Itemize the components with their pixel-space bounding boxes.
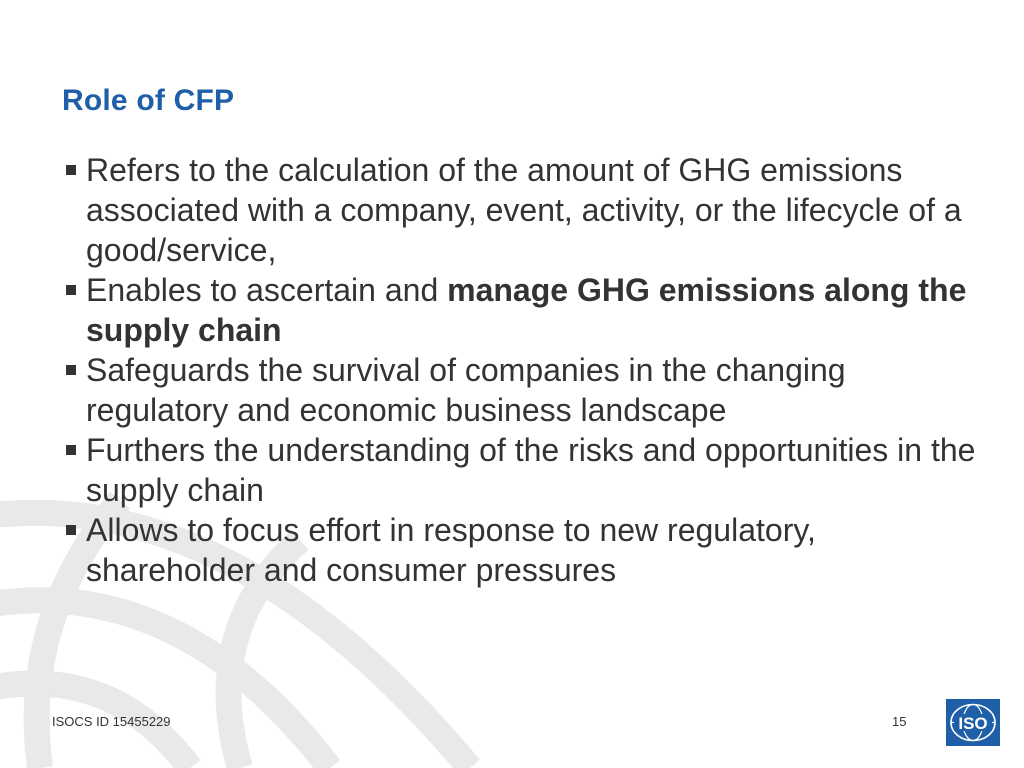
bullet-text: Safeguards the survival of companies in the changing regulatory and economic business landscape [86, 352, 846, 428]
bullet-bold-text: manage GHG emissions along the supply chain [86, 272, 967, 348]
square-bullet-icon [66, 285, 76, 295]
bullet-list [62, 150, 982, 590]
bullet-text: Furthers the understanding of the risks and opportunities in the supply chain [86, 432, 976, 508]
footer-document-id: ISOCS ID 15455229 [52, 714, 171, 729]
bullet-item [62, 510, 982, 590]
iso-logo-text: ISO [958, 714, 988, 733]
square-bullet-icon [66, 525, 76, 535]
square-bullet-icon [66, 165, 76, 175]
bullet-text: Allows to focus effort in response to new regulatory, shareholder and consumer pressures [86, 512, 816, 588]
bullet-text: Refers to the calculation of the amount of GHG emissions associated with a company, event, activity, or the lifecycle of a good/service, [86, 152, 962, 268]
bullet-item [62, 430, 982, 510]
bullet-text: Enables to ascertain and [86, 272, 448, 308]
page-number: 15 [892, 714, 907, 729]
slide-title: Role of CFP [62, 84, 235, 117]
bullet-item [62, 150, 982, 270]
bullet-item [62, 270, 982, 350]
bullet-item [62, 350, 982, 430]
square-bullet-icon [66, 365, 76, 375]
square-bullet-icon [66, 445, 76, 455]
iso-logo-icon [946, 699, 1000, 746]
